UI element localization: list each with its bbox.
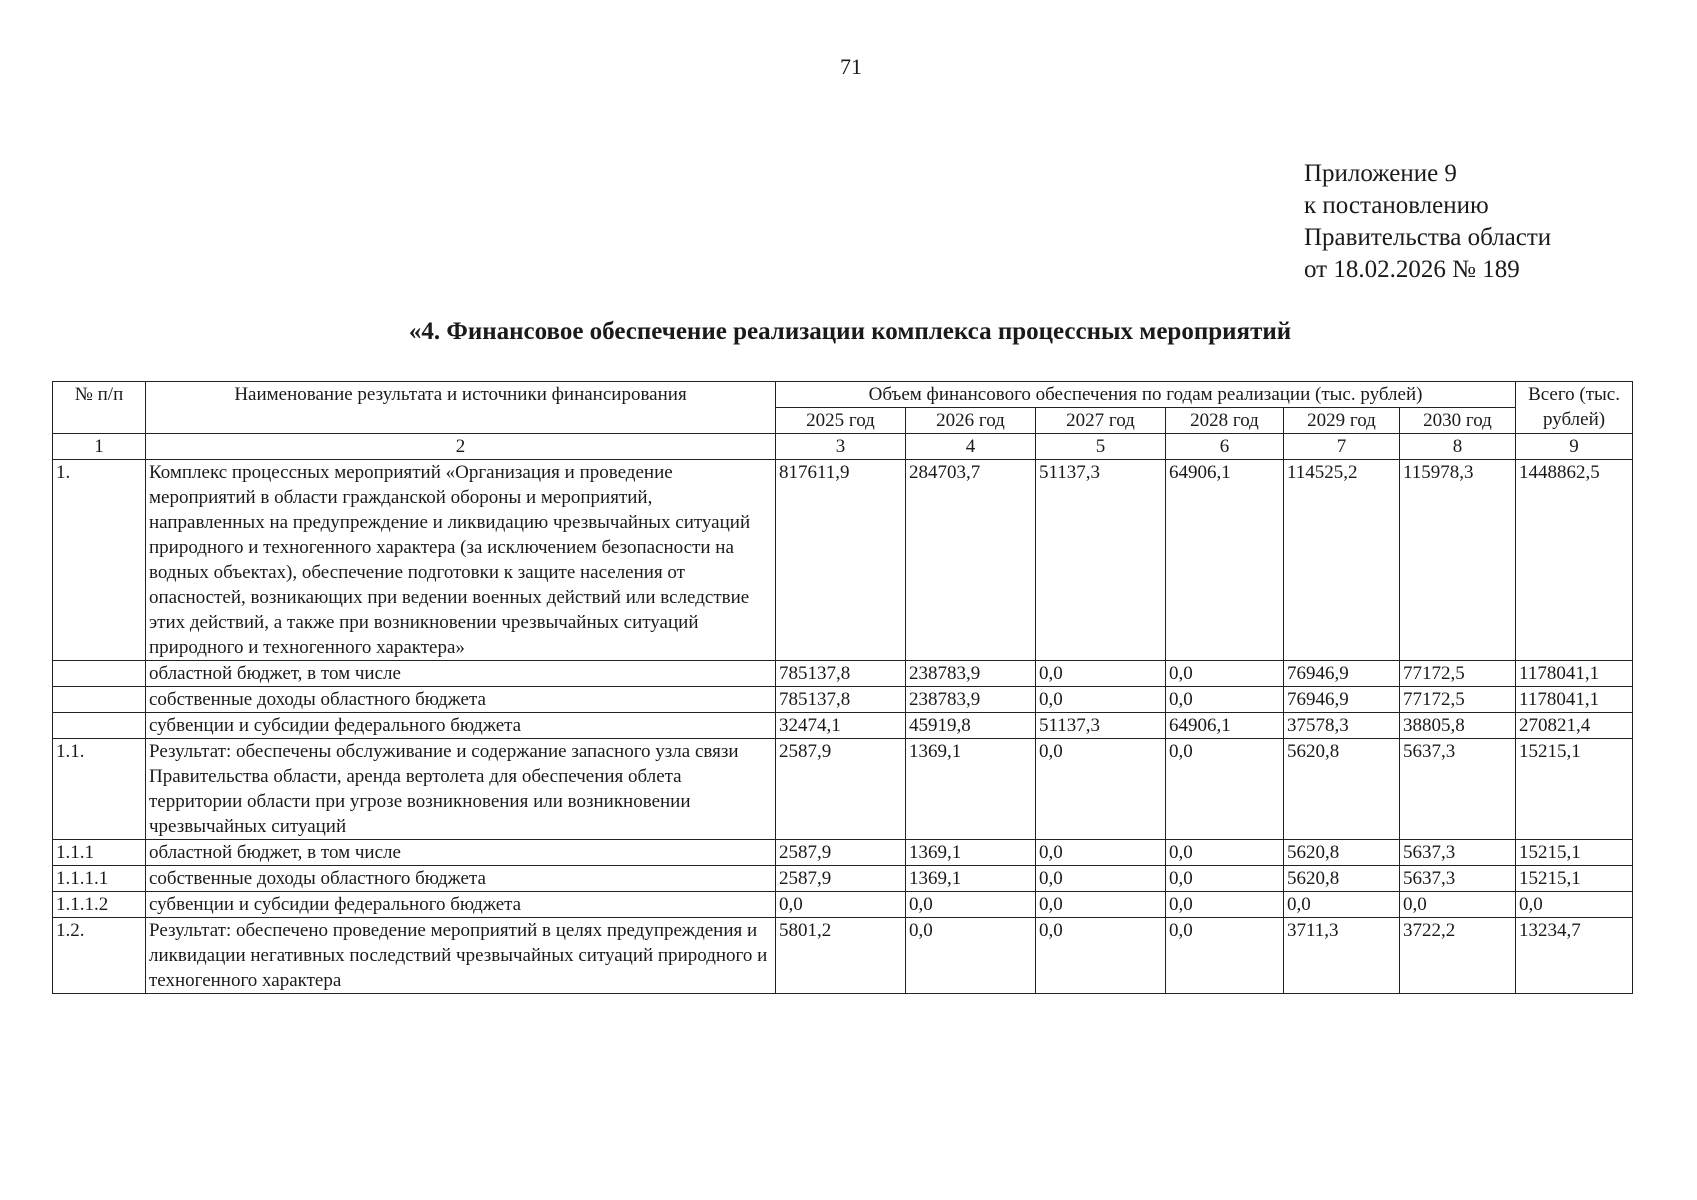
value-cell: 0,0 [1036,918,1166,994]
column-number: 8 [1400,434,1516,460]
column-number: 7 [1284,434,1400,460]
value-cell: 77172,5 [1400,661,1516,687]
value-cell: 115978,3 [1400,460,1516,661]
financing-table [52,381,1633,994]
total-cell: 1178041,1 [1516,661,1633,687]
column-number: 5 [1036,434,1166,460]
value-cell: 785137,8 [776,687,906,713]
value-cell: 0,0 [1166,687,1284,713]
column-numbers-row [53,434,1633,460]
total-cell: 15215,1 [1516,739,1633,840]
value-cell: 114525,2 [1284,460,1400,661]
row-name: собственные доходы областного бюджета [146,866,776,892]
value-cell: 1369,1 [906,739,1036,840]
column-number: 9 [1516,434,1633,460]
value-cell: 0,0 [1036,866,1166,892]
row-num: 1.1.1.2 [53,892,146,918]
header-row [53,382,1633,408]
column-number: 3 [776,434,906,460]
value-cell: 0,0 [906,892,1036,918]
row-num: 1.1.1.1 [53,866,146,892]
value-cell: 3711,3 [1284,918,1400,994]
row-num: 1.2. [53,918,146,994]
value-cell: 0,0 [906,918,1036,994]
value-cell: 3722,2 [1400,918,1516,994]
value-cell: 5637,3 [1400,840,1516,866]
section-title: «4. Финансовое обеспечение реализации комплекса процессных мероприятий [408,318,1292,345]
total-cell: 270821,4 [1516,713,1633,739]
value-cell: 2587,9 [776,739,906,840]
header-year: 2029 год [1284,408,1400,434]
value-cell: 785137,8 [776,661,906,687]
value-cell: 817611,9 [776,460,906,661]
value-cell: 0,0 [1166,661,1284,687]
value-cell: 0,0 [1036,739,1166,840]
header-num: № п/п [53,382,146,434]
header-year: 2027 год [1036,408,1166,434]
value-cell: 2587,9 [776,840,906,866]
value-cell: 38805,8 [1400,713,1516,739]
value-cell: 1369,1 [906,840,1036,866]
value-cell: 76946,9 [1284,661,1400,687]
value-cell: 5620,8 [1284,739,1400,840]
appendix-line: к постановлению [1304,192,1489,219]
row-num: 1.1. [53,739,146,840]
row-name: областной бюджет, в том числе [146,840,776,866]
header-year: 2028 год [1166,408,1284,434]
value-cell: 0,0 [1400,892,1516,918]
row-name: собственные доходы областного бюджета [146,687,776,713]
header-name: Наименование результата и источники финансирования [146,382,776,434]
column-number: 6 [1166,434,1284,460]
value-cell: 64906,1 [1166,713,1284,739]
value-cell: 64906,1 [1166,460,1284,661]
value-cell: 2587,9 [776,866,906,892]
row-name: Результат: обеспечено проведение мероприятий в целях предупреждения и ликвидации негативных последствий чрезвычайных ситуаций природного и техногенного характера [146,918,776,994]
value-cell: 5801,2 [776,918,906,994]
appendix-line: Правительства области [1304,224,1552,251]
total-cell: 0,0 [1516,892,1633,918]
row-name: Комплекс процессных мероприятий «Организация и проведение мероприятий в области гражданской обороны и мероприятий, направленных на предупреждение и ликвидацию чрезвычайных ситуаций природного и техногенного характера (за исключением безопасности на водных объектах), обеспечение подготовки к защите населения от опасностей, возникающих при ведении военных действий или вследствие этих действий, а также при возникновении чрезвычайных ситуаций природного и техногенного характера» [146,460,776,661]
table-row [53,866,1633,892]
value-cell: 76946,9 [1284,687,1400,713]
value-cell: 0,0 [1166,892,1284,918]
total-cell: 15215,1 [1516,840,1633,866]
column-number: 2 [146,434,776,460]
value-cell: 0,0 [1036,661,1166,687]
value-cell: 32474,1 [776,713,906,739]
table-row [53,739,1633,840]
value-cell: 37578,3 [1284,713,1400,739]
value-cell: 238783,9 [906,661,1036,687]
value-cell: 1369,1 [906,866,1036,892]
header-year: 2030 год [1400,408,1516,434]
value-cell: 0,0 [1036,892,1166,918]
value-cell: 0,0 [1036,840,1166,866]
row-num [53,713,146,739]
row-name: Результат: обеспечены обслуживание и содержание запасного узла связи Правительства области, аренда вертолета для обеспечения облета территории области при угрозе возникновения или возникновении чрезвычайных ситуаций [146,739,776,840]
value-cell: 5637,3 [1400,739,1516,840]
row-num [53,687,146,713]
table-row [53,687,1633,713]
header-volume: Объем финансового обеспечения по годам реализации (тыс. рублей) [776,382,1516,408]
column-number: 1 [53,434,146,460]
page-number: 71 [840,54,862,79]
value-cell: 0,0 [1166,866,1284,892]
header-total: Всего (тыс. рублей) [1516,382,1633,434]
row-name: субвенции и субсидии федерального бюджета [146,713,776,739]
value-cell: 0,0 [776,892,906,918]
row-num: 1. [53,460,146,661]
value-cell: 5620,8 [1284,866,1400,892]
row-num [53,661,146,687]
total-cell: 1448862,5 [1516,460,1633,661]
table-row [53,918,1633,994]
total-cell: 15215,1 [1516,866,1633,892]
value-cell: 45919,8 [906,713,1036,739]
table-row [53,460,1633,661]
total-cell: 13234,7 [1516,918,1633,994]
appendix-line: Приложение 9 [1304,160,1457,187]
appendix-note [1304,158,1551,286]
value-cell: 0,0 [1166,840,1284,866]
value-cell: 51137,3 [1036,713,1166,739]
header-year: 2025 год [776,408,906,434]
table-row [53,840,1633,866]
appendix-line: от 18.02.2026 № 189 [1304,256,1520,283]
row-num: 1.1.1 [53,840,146,866]
row-name: областной бюджет, в том числе [146,661,776,687]
value-cell: 5637,3 [1400,866,1516,892]
value-cell: 0,0 [1036,687,1166,713]
value-cell: 0,0 [1284,892,1400,918]
header-year: 2026 год [906,408,1036,434]
value-cell: 51137,3 [1036,460,1166,661]
total-cell: 1178041,1 [1516,687,1633,713]
table-row [53,661,1633,687]
table-row [53,713,1633,739]
value-cell: 77172,5 [1400,687,1516,713]
table-row [53,892,1633,918]
value-cell: 238783,9 [906,687,1036,713]
column-number: 4 [906,434,1036,460]
value-cell: 0,0 [1166,918,1284,994]
row-name: субвенции и субсидии федерального бюджета [146,892,776,918]
value-cell: 0,0 [1166,739,1284,840]
value-cell: 5620,8 [1284,840,1400,866]
value-cell: 284703,7 [906,460,1036,661]
